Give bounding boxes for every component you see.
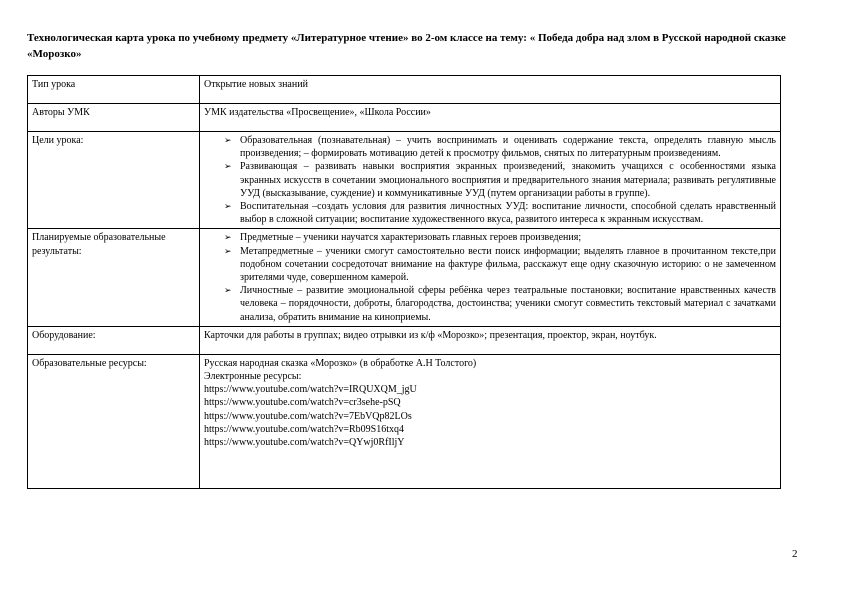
table-row	[28, 229, 781, 326]
list-item	[204, 200, 776, 226]
goals-list	[204, 134, 776, 226]
page-number: 2	[792, 548, 798, 560]
list-item-text: Личностные – развитие эмоциональной сферы ребёнка через театральные постановки; воспитание нравственных качеств человека – порядочности, доброты, благородства, достоинства; ученики смогут совместить текстовый материал с зачатками анализа, обратить внимание на киноприемы.	[240, 285, 776, 323]
table-row	[28, 354, 781, 488]
resource-link[interactable]: https://www.youtube.com/watch?v=7EbVQp82LOs	[204, 410, 412, 422]
table-row	[28, 326, 781, 354]
table-row	[28, 104, 781, 132]
arrowhead-bullet-icon: ➢	[224, 161, 232, 172]
row-label: Авторы УМК	[28, 104, 200, 132]
table-row	[28, 76, 781, 104]
resource-link[interactable]: https://www.youtube.com/watch?v=IRQUXQM_jgU	[204, 384, 417, 396]
row-label: Тип урока	[28, 76, 200, 104]
arrowhead-bullet-icon: ➢	[224, 232, 232, 243]
results-list	[204, 231, 776, 323]
row-value: Открытие новых знаний	[200, 76, 781, 104]
list-item	[204, 134, 776, 160]
list-item	[204, 160, 776, 200]
list-item-text: Предметные – ученики научатся характеризовать главных героев произведения;	[240, 232, 582, 244]
list-item	[204, 231, 776, 244]
resource-link[interactable]: https://www.youtube.com/watch?v=cr3sehe-pSQ	[204, 397, 401, 409]
resource-link[interactable]: https://www.youtube.com/watch?v=Rb09S16txq4	[204, 423, 404, 435]
lesson-map-table	[27, 75, 781, 489]
row-label: Образовательные ресурсы:	[28, 354, 200, 488]
row-label: Планируемые образовательные результаты:	[28, 229, 200, 326]
row-value	[200, 229, 781, 326]
list-item-text: Метапредметные – ученики смогут самостоятельно вести поиск информации; выделять главное в прочитанном тексте,при подобном сочетании сосредоточат внимание на фактуре фильма, расскажут еще одну сказочную историю: о не замеченном зрителями чуде, совершенном камерой.	[240, 245, 776, 284]
list-item-text: Образовательная (познавательная) – учить воспринимать и оценивать содержание текста, определять главную мысль произведения; – формировать мотивацию детей к просмотру фильмов, снятых по литературным произведениям.	[240, 135, 776, 160]
list-item	[204, 284, 776, 324]
list-item-text: Развивающая – развивать навыки восприятия экранных произведений, знакомить учащихся с особенностями языка экранных искусств в сочетании эмоционального восприятия и предварительного знания материала; развивать регулятивные УУД (высказывание, суждение) и коммуникативные УУД (путем организации работы в группе).	[240, 161, 776, 199]
table-row	[28, 132, 781, 229]
document-title: Технологическая карта урока по учебному предмету «Литературное чтение» во 2-ом классе на тему: « Победа добра над злом в Русской народной сказке «Морозко»	[27, 32, 786, 60]
row-value	[200, 132, 781, 229]
row-label: Оборудование:	[28, 326, 200, 354]
resource-heading: Электронные ресурсы:	[204, 371, 302, 383]
row-value: УМК издательства «Просвещение», «Школа России»	[200, 104, 781, 132]
row-value	[200, 354, 781, 488]
resource-book: Русская народная сказка «Морозко» (в обработке А.Н Толстого)	[204, 357, 477, 369]
list-item-text: Воспитательная –создать условия для развития личностных УУД: воспитание личности, способной сделать нравственный выбор в сложной ситуации; воспитание художественного вкуса, развитого интереса к экранным искусствам.	[240, 201, 776, 226]
list-item	[204, 245, 776, 285]
arrowhead-bullet-icon: ➢	[224, 245, 232, 256]
resource-link[interactable]: https://www.youtube.com/watch?v=QYwj0RfIljY	[204, 437, 405, 449]
arrowhead-bullet-icon: ➢	[224, 135, 232, 145]
row-value: Карточки для работы в группах; видео отрывки из к/ф «Морозко»; презентация, проектор, экран, ноутбук.	[200, 326, 781, 354]
arrowhead-bullet-icon: ➢	[224, 201, 232, 212]
arrowhead-bullet-icon: ➢	[224, 285, 232, 296]
row-label: Цели урока:	[28, 132, 200, 229]
